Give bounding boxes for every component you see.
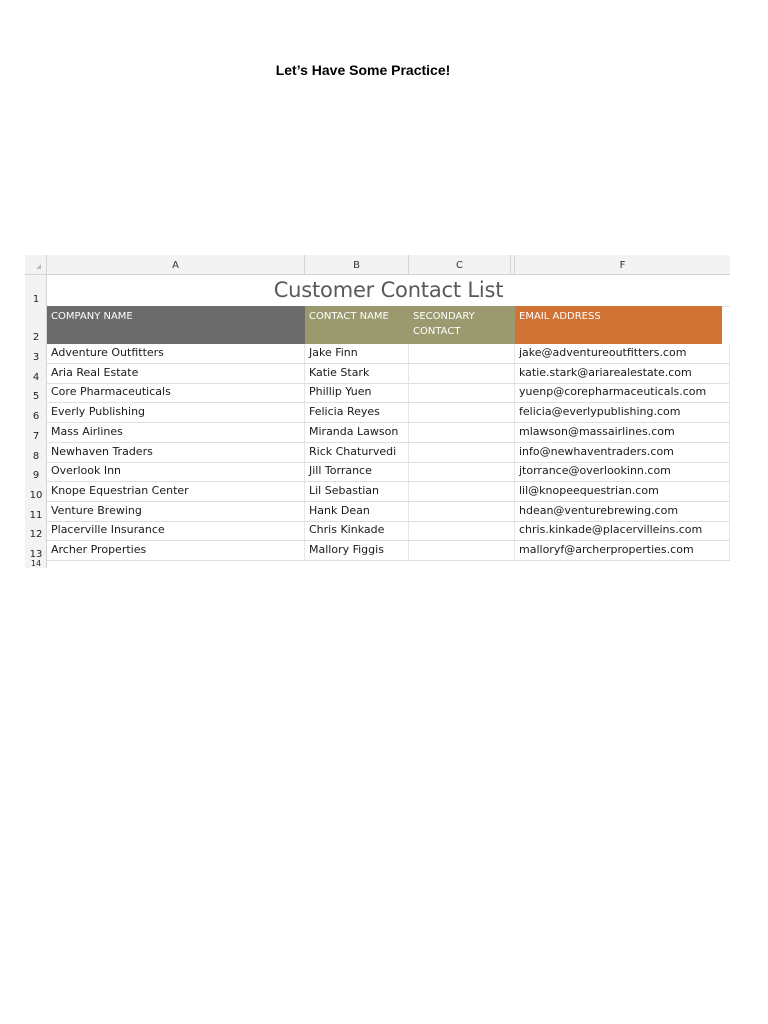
row-number: 1: [32, 294, 40, 305]
cell-contact[interactable]: Hank Dean: [305, 502, 409, 521]
row-number: 8: [32, 451, 40, 462]
column-header-b[interactable]: B: [305, 255, 409, 274]
cell-company[interactable]: Core Pharmaceuticals: [47, 383, 305, 402]
cell-contact[interactable]: Lil Sebastian: [305, 482, 409, 501]
table-row: [47, 502, 730, 522]
column-header-f[interactable]: F: [619, 260, 626, 271]
cell-email[interactable]: mlawson@massairlines.com: [515, 423, 730, 442]
sheet-title-cell[interactable]: Customer Contact List: [47, 275, 730, 307]
cell-secondary[interactable]: [409, 423, 515, 442]
header-secondary-contact[interactable]: SECONDARY CONTACT: [409, 306, 515, 344]
cell-contact[interactable]: Chris Kinkade: [305, 521, 409, 540]
row-header[interactable]: [25, 403, 47, 423]
select-all-corner[interactable]: [25, 255, 47, 274]
row-header[interactable]: [25, 502, 47, 522]
header-email-address[interactable]: EMAIL ADDRESS: [515, 306, 722, 344]
cell-secondary[interactable]: [409, 403, 515, 422]
cell-contact[interactable]: Rick Chaturvedi: [305, 443, 409, 462]
table-row: [47, 462, 730, 482]
column-header-bar: [25, 255, 730, 275]
row-header[interactable]: [25, 482, 47, 502]
row-number: 13: [29, 549, 43, 560]
column-header-a[interactable]: A: [47, 255, 305, 274]
row-header[interactable]: [25, 521, 47, 541]
cell-email[interactable]: chris.kinkade@placervilleins.com: [515, 521, 730, 540]
row-header[interactable]: [25, 462, 47, 482]
table-row: [47, 344, 730, 364]
row-number: 6: [32, 411, 40, 422]
document-title: Let’s Have Some Practice!: [275, 62, 451, 78]
cell-secondary[interactable]: [409, 502, 515, 521]
cell-company[interactable]: Venture Brewing: [47, 502, 305, 521]
cell-email[interactable]: hdean@venturebrewing.com: [515, 502, 730, 521]
cell-company[interactable]: Archer Properties: [47, 541, 305, 560]
table-row: [47, 541, 730, 561]
row-header[interactable]: [25, 306, 47, 344]
cell-email[interactable]: malloryf@archerproperties.com: [515, 541, 730, 560]
cell-email[interactable]: lil@knopeequestrian.com: [515, 482, 730, 501]
select-all-triangle-icon: [36, 264, 41, 269]
table-row: [47, 443, 730, 463]
cell-company[interactable]: Everly Publishing: [47, 403, 305, 422]
cell-secondary[interactable]: [409, 344, 515, 363]
table-row: [47, 364, 730, 384]
spreadsheet: [25, 255, 730, 568]
row-header[interactable]: [25, 383, 47, 403]
cell-secondary[interactable]: [409, 482, 515, 501]
table-row: [47, 521, 730, 541]
cell-company[interactable]: Mass Airlines: [47, 423, 305, 442]
row-header[interactable]: [25, 275, 47, 306]
cell-email[interactable]: jtorrance@overlookinn.com: [515, 462, 730, 481]
table-row: [47, 383, 730, 403]
row-number: 9: [32, 470, 40, 481]
cell-company[interactable]: Newhaven Traders: [47, 443, 305, 462]
table-row: [47, 423, 730, 443]
cell-email[interactable]: felicia@everlypublishing.com: [515, 403, 730, 422]
cell-secondary[interactable]: [409, 443, 515, 462]
cell-contact[interactable]: Mallory Figgis: [305, 541, 409, 560]
header-company-name[interactable]: COMPANY NAME: [47, 306, 305, 344]
cell-secondary[interactable]: [409, 541, 515, 560]
row-header[interactable]: [25, 344, 47, 364]
column-header-c[interactable]: C: [409, 255, 511, 274]
row-header[interactable]: [25, 443, 47, 463]
cell-contact[interactable]: Felicia Reyes: [305, 403, 409, 422]
cell-company[interactable]: Knope Equestrian Center: [47, 482, 305, 501]
table-row: [47, 403, 730, 423]
cell-email[interactable]: yuenp@corepharmaceuticals.com: [515, 383, 730, 402]
row-number: 4: [32, 372, 40, 383]
table-row: [47, 482, 730, 502]
row-header[interactable]: [25, 561, 47, 568]
cell-contact[interactable]: Jill Torrance: [305, 462, 409, 481]
cell-email[interactable]: jake@adventureoutfitters.com: [515, 344, 730, 363]
cell-contact[interactable]: Katie Stark: [305, 364, 409, 383]
row-number: 11: [29, 510, 43, 521]
row-header[interactable]: [25, 364, 47, 384]
row-number: 5: [32, 391, 40, 402]
cell-secondary[interactable]: [409, 462, 515, 481]
cell-company[interactable]: Adventure Outfitters: [47, 344, 305, 363]
cell-email[interactable]: katie.stark@ariarealestate.com: [515, 364, 730, 383]
row-header[interactable]: [25, 423, 47, 443]
header-contact-name[interactable]: CONTACT NAME: [305, 306, 409, 344]
cell-contact[interactable]: Miranda Lawson: [305, 423, 409, 442]
cell-company[interactable]: Placerville Insurance: [47, 521, 305, 540]
row-number: 10: [29, 490, 43, 501]
row-number: 3: [32, 352, 40, 363]
cell-secondary[interactable]: [409, 383, 515, 402]
cell-contact[interactable]: Jake Finn: [305, 344, 409, 363]
row-header[interactable]: [25, 541, 47, 561]
cell-contact[interactable]: Phillip Yuen: [305, 383, 409, 402]
row-number: 12: [29, 529, 43, 540]
row-number: 7: [32, 431, 40, 442]
row-number: 14: [30, 559, 42, 568]
cell-secondary[interactable]: [409, 521, 515, 540]
row-number: 2: [32, 332, 40, 343]
cell-secondary[interactable]: [409, 364, 515, 383]
cell-email[interactable]: info@newhaventraders.com: [515, 443, 730, 462]
cell-company[interactable]: Aria Real Estate: [47, 364, 305, 383]
cell-company[interactable]: Overlook Inn: [47, 462, 305, 481]
